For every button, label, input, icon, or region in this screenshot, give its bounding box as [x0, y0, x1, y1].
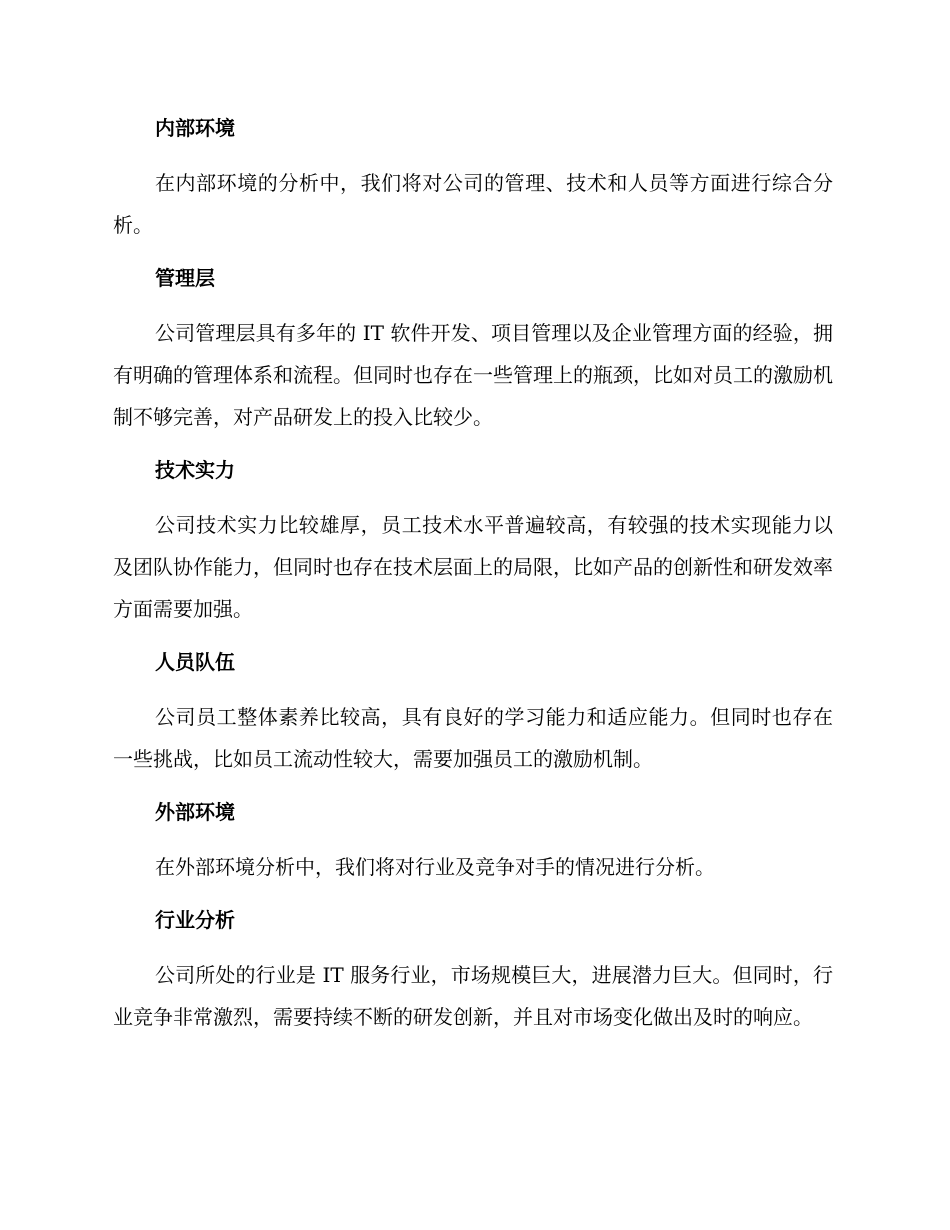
- document-body: [113, 108, 833, 1038]
- section-heading-internal-environment: 内部环境: [155, 116, 235, 140]
- section-heading-personnel: 人员队伍: [155, 650, 235, 674]
- section-paragraph-industry-analysis: 公司所处的行业是 IT 服务行业，市场规模巨大，进展潜力巨大。但同时，行业竞争非常激烈，需要持续不断的研发创新，并且对市场变化做出及时的响应。: [113, 963, 833, 1029]
- section-heading-management: 管理层: [155, 266, 215, 290]
- section-paragraph-technical-strength: 公司技术实力比较雄厚，员工技术水平普遍较高，有较强的技术实现能力以及团队协作能力，但同时也存在技术层面上的局限，比如产品的创新性和研发效率方面需要加强。: [113, 513, 833, 621]
- section-heading-industry-analysis: 行业分析: [155, 908, 235, 932]
- section-paragraph-external-environment: 在外部环境分析中，我们将对行业及竞争对手的情况进行分析。: [155, 855, 715, 879]
- section-heading-technical-strength: 技术实力: [155, 458, 235, 482]
- section-paragraph-personnel: 公司员工整体素养比较高，具有良好的学习能力和适应能力。但同时也存在一些挑战，比如员工流动性较大，需要加强员工的激励机制。: [113, 705, 833, 771]
- section-heading-external-environment: 外部环境: [155, 800, 235, 824]
- section-paragraph-internal-environment: 在内部环境的分析中，我们将对公司的管理、技术和人员等方面进行综合分析。: [113, 171, 833, 237]
- section-paragraph-management: 公司管理层具有多年的 IT 软件开发、项目管理以及企业管理方面的经验，拥有明确的管理体系和流程。但同时也存在一些管理上的瓶颈，比如对员工的激励机制不够完善，对产品研发上的投入比较少。: [113, 321, 833, 429]
